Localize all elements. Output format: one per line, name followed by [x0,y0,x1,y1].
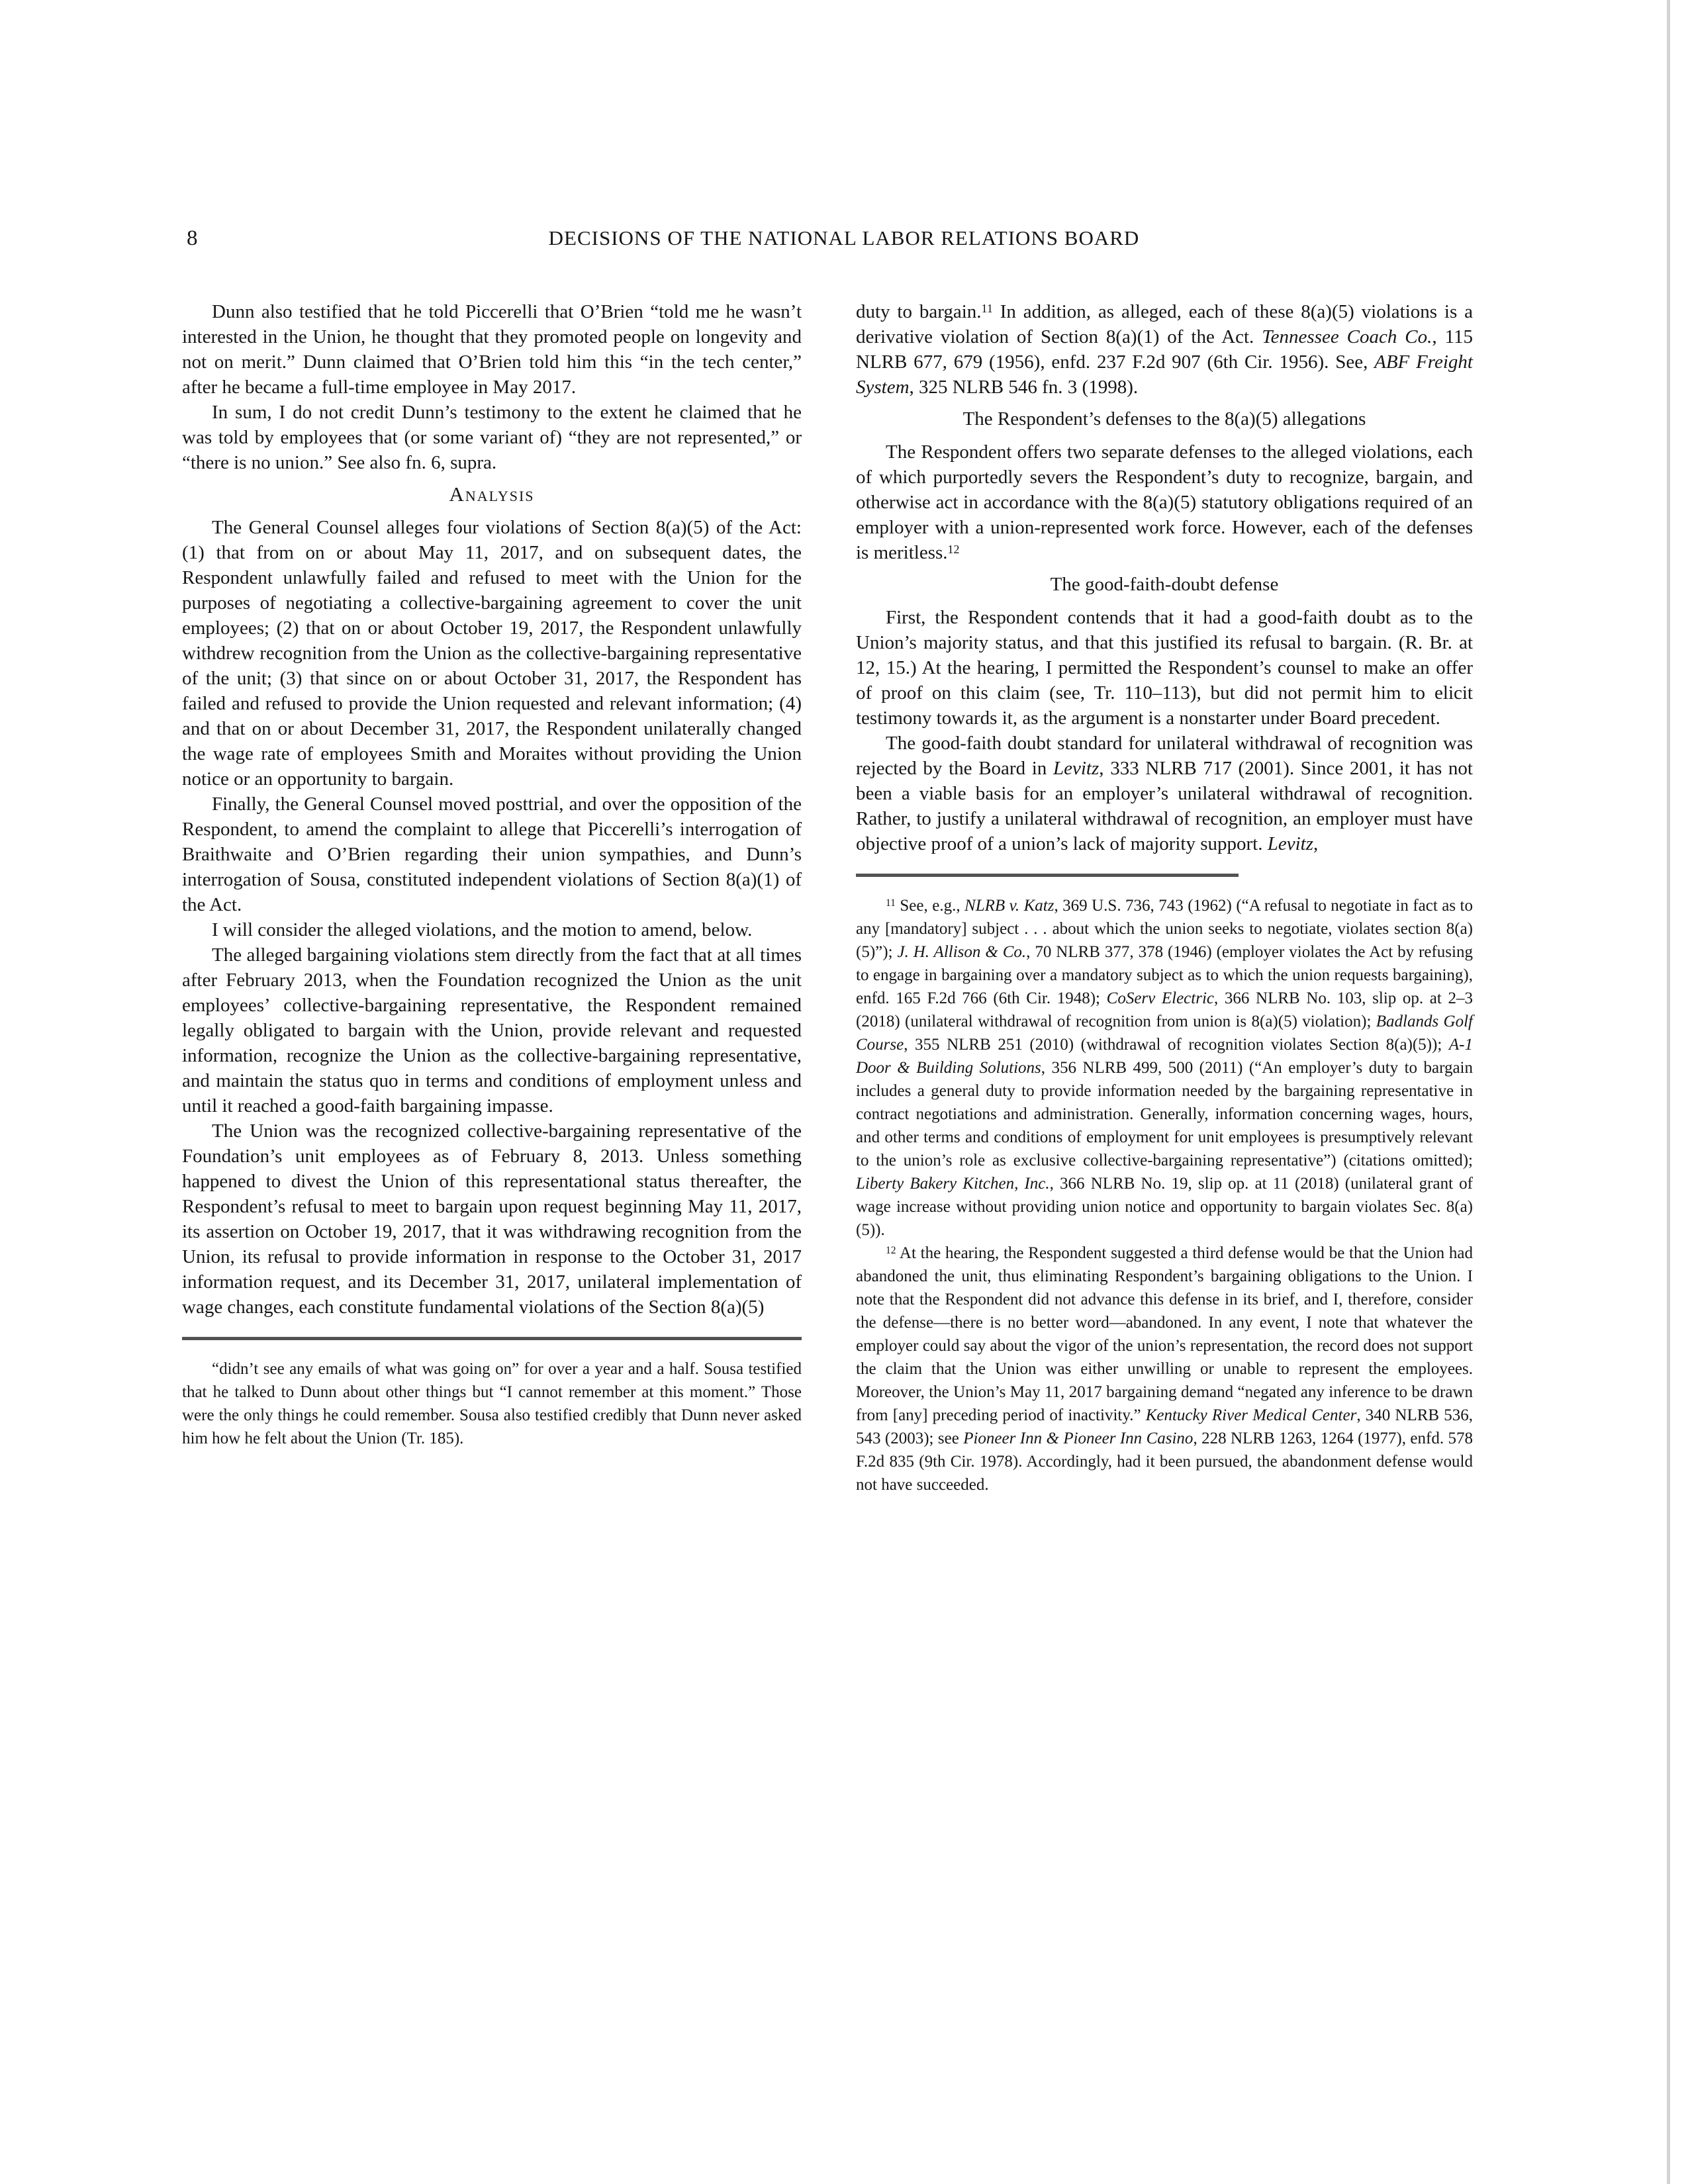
text-run: , 356 NLRB 499, 500 (2011) (“An employer’s duty to bargain includes a general duty to provide information needed by the bargaining representative in contract negotiations and administration. Generally, information concerning wages, hours, and other terms and conditions of employment for unit employees is presumptively relevant to the union’s role as exclusive collective-bargaining representative”) (citations omitted); [856,1059,1473,1169]
text-run: See, e.g., [895,897,965,915]
running-header: DECISIONS OF THE NATIONAL LABOR RELATIONS BOARD [548,226,1140,250]
text-run: , 369 U.S. 736, 743 (1962) (“A refusal to negotiate in fact as to any [mandatory] subject . . . about which the union seeks to negotiate, violates section 8(a)(5)”); [856,897,1473,961]
footnote-separator [856,874,1239,877]
text-run: NLRB v. Katz [964,897,1055,915]
text-run: , 355 NLRB 251 (2010) (withdrawal of recognition violates Section 8(a)(5)); [904,1036,1449,1054]
text-run: , 366 NLRB No. 103, slip op. at 2–3 (2018) (unilateral withdrawal of recognition from union is 8(a)(5) violation); [856,989,1473,1030]
text-run: A-1 Door & Building Solutions [856,1036,1473,1077]
text-run: Pioneer Inn & Pioneer Inn Casino [963,1430,1194,1447]
text-run: In addition, as alleged, each of these 8(a)(5) violations is a derivative violation of Section 8(a)(1) of the Act. [856,301,1473,347]
text-run: , 340 NLRB 536, 543 (2003); see [856,1406,1473,1447]
footnote-reference: 11 [886,897,896,909]
text-run: , 366 NLRB No. 19, slip op. at 11 (2018) (unilateral grant of wage increase without providing union notice and opportunity to bargain violates Sec. 8(a)(5)). [856,1175,1474,1239]
footnote [856,1242,1473,1496]
text-run: , 115 NLRB 677, 679 (1956), enfd. 237 F.2d 907 (6th Cir. 1956). See, [856,326,1473,373]
text-run: Tennessee Coach Co. [1262,326,1432,347]
page-number: 8 [187,226,198,250]
footnote [856,894,1473,1242]
text-run: Liberty Bakery Kitchen, Inc. [856,1175,1050,1193]
text-run: The good-faith-doubt defense [1050,574,1279,595]
footnotes [182,1357,802,1450]
text-run: The alleged bargaining violations stem directly from the fact that at all times after February 2013, when the Foundation recognized the Union as the unit employees’ collective-bargaining representative, the Respondent remained legally obligated to bargain with the Union, provide relevant and requested information, recognize the Union as the collective-bargaining representative, and maintain the status quo in terms and conditions of employment unless and until it reached a good-faith bargaining impasse. [182,944,802,1116]
paragraph [182,942,802,1118]
paragraph [856,731,1473,856]
paragraph [182,299,802,400]
paragraph [182,400,802,475]
section-heading [856,572,1473,597]
footnotes [856,894,1473,1496]
footnote [182,1357,802,1450]
text-run: In sum, I do not credit Dunn’s testimony to the extent he claimed that he was told by employees that (or some variant of) “they are not represented,” or “there is no union.” See also fn. 6, supra. [182,402,802,473]
text-run: At the hearing, the Respondent suggested a third defense would be that the Union had abandoned the unit, thus eliminating Respondent’s bargaining obligations to the Union. I note that the Respondent did not advance this defense in its brief, and I, therefore, consider the defense—there is no better word—abandoned. In any event, I note that whatever the employer could say about the vigor of the union’s representation, the record does not support the claim that the Union was either unwilling or unable to represent the employees. Moreover, the Union’s May 11, 2017 bargaining demand “negated any inference to be drawn from [any] preceding period of inactivity.” [856,1244,1473,1424]
paragraph [856,605,1473,731]
paragraph [182,515,802,792]
columns [182,299,1473,1496]
footnote-separator [182,1337,802,1340]
section-heading [182,482,802,507]
text-run: Dunn also testified that he told Piccerelli that O’Brien “told me he wasn’t interested in the Union, he thought that they promoted people on longevity and not on merit.” Dunn claimed that O’Brien told him this “in the tech center,” after he became a full-time employee in May 2017. [182,301,802,398]
text-run: , 333 NLRB 717 (2001). Since 2001, it has not been a viable basis for an employer’s unilateral withdrawal of recognition. Rather, to justify a unilateral withdrawal of recognition, an employer must have objective proof of a union’s lack of majority support. [856,758,1473,854]
text-run: The Respondent’s defenses to the 8(a)(5) allegations [962,408,1366,430]
text-run: , 325 NLRB 546 fn. 3 (1998). [909,377,1139,398]
text-run: Kentucky River Medical Center [1145,1406,1357,1424]
running-header-row [0,225,1688,251]
paragraph [856,439,1473,565]
text-run: “didn’t see any emails of what was going on” for over a year and a half. Sousa testified that he talked to Dunn about other things but “I cannot remember at this moment.” Those were the only things he could remember. Sousa also testified credibly that Dunn never asked him how he felt about the Union (Tr. 185). [182,1360,802,1447]
text-run: Levitz [1053,758,1100,779]
text-run: J. H. Allison & Co. [897,943,1027,961]
text-run: The good-faith doubt standard for unilateral withdrawal of recognition was rejected by the Board in [856,733,1473,779]
scan-artifact-line [1667,0,1670,2184]
text-run: ABF Freight System [856,351,1473,398]
text-run: The General Counsel alleges four violations of Section 8(a)(5) of the Act: (1) that from on or about May 11, 2017, and on subsequent dates, the Respondent unlawfully failed and refused to meet with the Union for the purposes of negotiating a collective-bargaining agreement to cover the unit employees; (2) that on or about October 19, 2017, the Respondent unlawfully withdrew recognition from the Union as the collective-bargaining representative of the unit; (3) that since on or about October 31, 2017, the Respondent has failed and refused to provide the Union requested and relevant information; (4) and that on or about December 31, 2017, the Respondent unilaterally changed the wage rate of employees Smith and Moraites without providing the Union notice or an opportunity to bargain. [182,517,802,790]
text-run: The Respondent offers two separate defenses to the alleged violations, each of which purportedly severs the Respondent’s duty to recognize, bargain, and otherwise act in accordance with the 8(a)(5) statutory obligations required of an employer with a union-represented work force. However, each of the defenses is meritless. [856,441,1473,563]
text-run: Badlands Golf Course [856,1013,1473,1054]
text-run: Levitz, [1267,833,1319,854]
paragraph [856,299,1473,400]
text-run: , 228 NLRB 1263, 1264 (1977), enfd. 578 F.2d 835 (9th Cir. 1978). Accordingly, had it been pursued, the abandonment defense would not have succeeded. [856,1430,1473,1494]
paragraph [182,792,802,917]
text-run: CoServ Electric [1106,989,1214,1007]
section-heading [856,406,1473,432]
footnote-reference: 11 [981,301,993,315]
text-run: , 70 NLRB 377, 378 (1946) (employer violates the Act by refusing to engage in bargaining over a mandatory subject as to which the union requests bargaining), enfd. 165 F.2d 766 (6th Cir. 1948); [856,943,1473,1007]
text-run: The Union was the recognized collective-bargaining representative of the Foundation’s unit employees as of February 8, 2013. Unless something happened to divest the Union of this representational status thereafter, the Respondent’s refusal to meet to bargain upon request beginning May 11, 2017, its assertion on October 19, 2017, that it was withdrawing recognition from the Union, its refusal to provide information in response to the October 31, 2017 information request, and its December 31, 2017, unilateral implementation of wage changes, each constitute fundamental violations of the Section 8(a)(5) [182,1120,802,1318]
footnote-reference: 12 [947,542,960,556]
text-run: duty to bargain. [856,301,982,322]
right-column [856,299,1473,1496]
text-run: Finally, the General Counsel moved posttrial, and over the opposition of the Respondent, to amend the complaint to allege that Piccerelli’s interrogation of Braithwaite and O’Brien regarding their union sympathies, and Dunn’s interrogation of Sousa, constituted independent violations of Section 8(a)(1) of the Act. [182,794,802,915]
text-run: I will consider the alleged violations, and the motion to amend, below. [212,919,753,940]
text-run: Analysis [449,482,535,506]
footnote-reference: 12 [886,1245,896,1257]
text-run: First, the Respondent contends that it had a good-faith doubt as to the Union’s majority status, and that this justified its refusal to bargain. (R. Br. at 12, 15.) At the hearing, I permitted the Respondent’s counsel to make an offer of proof on this claim (see, Tr. 110–113), but did not permit him to elicit testimony towards it, as the argument is a nonstarter under Board precedent. [856,607,1473,729]
paragraph [182,917,802,942]
paragraph [182,1118,802,1320]
left-column [182,299,802,1450]
